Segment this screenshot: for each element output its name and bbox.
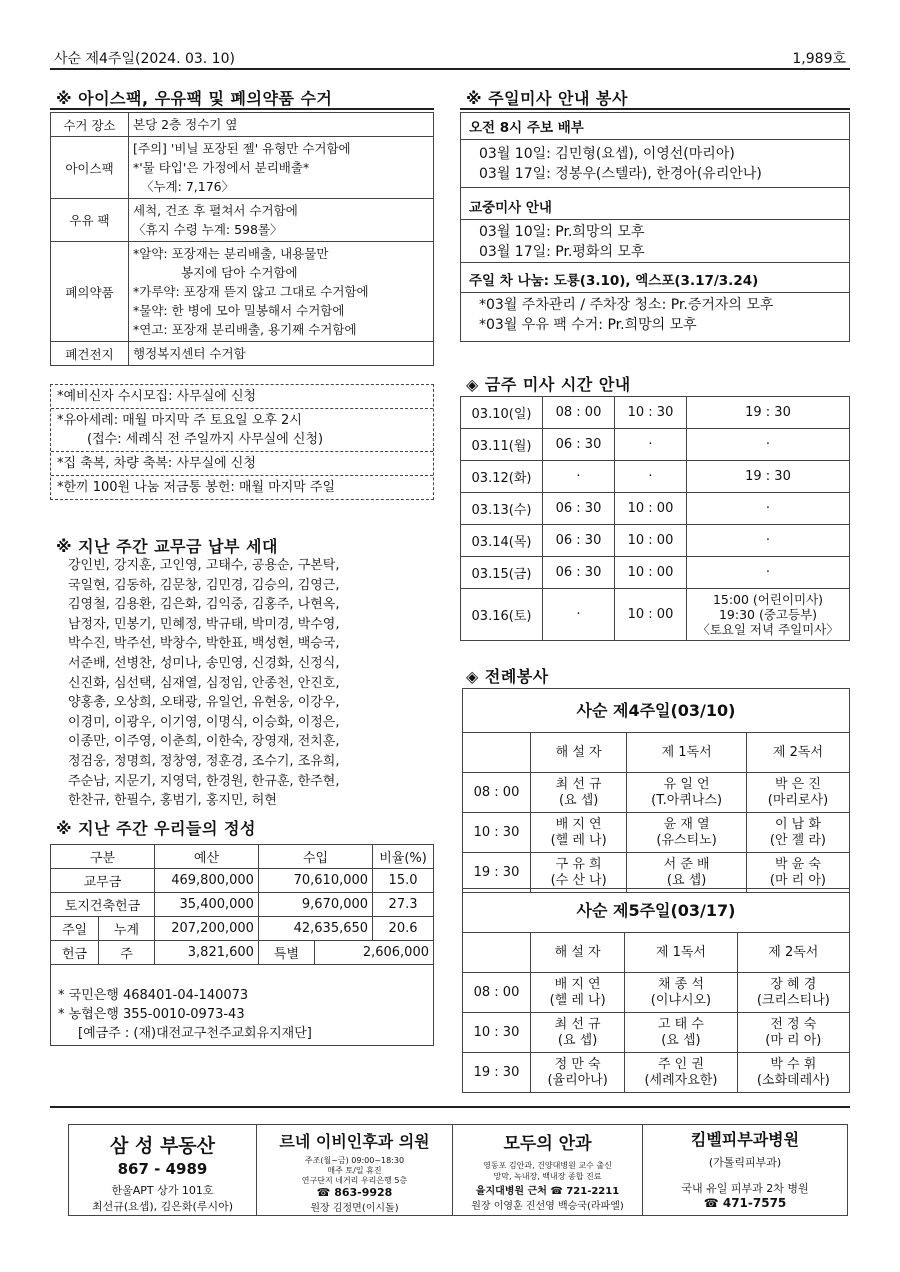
divider (50, 1106, 850, 1108)
table-row (461, 397, 850, 429)
ad-line: 한울APT 상가 101호 (111, 1184, 214, 1197)
cell: 03.13(수) (461, 493, 543, 525)
guide-line: 03월 10일: 김민형(요셉), 이영선(마리아) (479, 146, 735, 162)
notice-item: *예비신자 수시모집: 사무실에 신청 (57, 389, 257, 404)
cell: 06 : 30 (543, 557, 615, 589)
server-name: 유 일 언 (663, 776, 710, 792)
bank-info (58, 986, 312, 1043)
guide-section-title: ※ 주일미사 안내 봉사 (466, 89, 628, 108)
row-value: 본당 2층 정수기 옆 (133, 117, 238, 132)
server-name: 배 지 연 (554, 976, 601, 992)
row-key: 아이스팩 (51, 137, 129, 199)
server-name: 최 선 규 (555, 776, 602, 792)
server-name: 이 남 화 (774, 816, 821, 832)
table-row (463, 813, 850, 853)
donor-line: 이경미, 이광우, 이기영, 이명식, 이승화, 이정은, (68, 714, 340, 730)
donor-line: 국일현, 김동하, 김문창, 김민경, 김승의, 김영근, (68, 577, 340, 593)
donor-line: 이종만, 이주영, 이춘희, 이한숙, 장영재, 전치훈, (68, 734, 340, 750)
ad-phone: 867 - 4989 (117, 1160, 208, 1178)
ad-line: 원장 이영훈 진선영 백승국(라파엘) (471, 1201, 624, 1212)
table-row (51, 941, 434, 965)
mass-section-title: ◈ 금주 미사 시간 안내 (466, 375, 631, 394)
advertisement-bar (68, 1124, 848, 1216)
row-value: 세척, 건조 후 펼쳐서 수거함에 (133, 203, 298, 218)
cell: 19 : 30 (687, 397, 850, 429)
guide-box (460, 112, 850, 342)
cell: 03.12(화) (461, 461, 543, 493)
baptismal-name: (크리스티나) (756, 992, 830, 1008)
saturday-mass: 15:00 (어린이미사) (712, 592, 824, 607)
cell: · (687, 493, 850, 525)
server-name: 채 종 석 (657, 976, 704, 992)
table-row (51, 137, 434, 199)
baptismal-name: (율리아나) (547, 1072, 608, 1088)
row-value: *'물 타입'은 가정에서 분리배출* (133, 160, 310, 175)
mass-time: 10 : 30 (463, 1013, 531, 1053)
ad-name: 르네 이비인후과 의원 (279, 1132, 430, 1151)
liturgy-section-title: ◈ 전례봉사 (466, 667, 549, 686)
ad-line: 을지대병원 근처 ☎ 721-2211 (475, 1186, 620, 1197)
baptismal-name: (안 젤 라) (769, 832, 826, 848)
baptismal-name: (헬 레 나) (550, 832, 607, 848)
cell: 교무금 (51, 869, 155, 893)
table-row (463, 773, 850, 813)
row-key: 수거 장소 (51, 113, 129, 137)
notice-item: *집 축복, 차량 축복: 사무실에 신청 (51, 451, 433, 475)
saturday-note: 〈토요일 저녁 주일미사〉 (697, 622, 839, 637)
liturgy-week-title: 사순 제5주일(03/17) (463, 889, 850, 933)
row-value: 행정복지센터 수거함 (133, 346, 246, 361)
server-name: 박 은 진 (774, 776, 821, 792)
cell: 03.15(금) (461, 557, 543, 589)
baptismal-name: (유스티노) (656, 832, 717, 848)
cell: 15.0 (373, 869, 434, 893)
baptismal-name: (요 셉) (666, 872, 707, 888)
mass-time: 08 : 00 (463, 973, 531, 1013)
donor-list (68, 556, 438, 811)
notice-text: *유아세례: 매월 마지막 주 토요일 오후 2시 (57, 413, 302, 428)
cell: · (543, 589, 615, 641)
cell: 특별 (258, 941, 314, 965)
table-row (463, 889, 850, 933)
issue-date: 사순 제4주일(2024. 03. 10) (54, 51, 235, 67)
ad-eye-clinic (453, 1125, 643, 1215)
donors-section-title: ※ 지난 주간 교무금 납부 세대 (56, 537, 278, 556)
guide-heading: 주일 차 나눔: 도룡(3.10), 엑스포(3.17/3.24) (461, 263, 849, 293)
server-name: 주 인 권 (657, 1056, 704, 1072)
saturday-mass: 19:30 (중고등부) (718, 607, 818, 622)
ad-line: 매주 토/일 휴진 (327, 1166, 382, 1175)
table-row (461, 525, 850, 557)
cell: 35,400,000 (154, 893, 258, 917)
baptismal-name: (요 셉) (558, 792, 599, 808)
mass-time: 19 : 30 (463, 853, 531, 893)
table-row (51, 893, 434, 917)
page-header (50, 44, 850, 70)
col-header: 해 설 자 (531, 933, 625, 973)
donor-line: 신진화, 심선택, 심재열, 심정임, 안종천, 안진호, (68, 675, 340, 691)
cell: 27.3 (373, 893, 434, 917)
cell: 10 : 30 (615, 397, 687, 429)
cell: 06 : 30 (543, 429, 615, 461)
cell: 주 (99, 941, 155, 965)
bank-account: * 농협은행 355-0010-0973-43 (58, 1007, 245, 1022)
cell: 10 : 00 (615, 589, 687, 641)
col-header: 예산 (154, 845, 258, 869)
cell: 주일 (51, 917, 99, 941)
mass-schedule-table (460, 396, 850, 641)
col-header: 구분 (51, 845, 155, 869)
cell: 20.6 (373, 917, 434, 941)
table-row (461, 461, 850, 493)
cell: 누계 (99, 917, 155, 941)
row-value: 〈누계: 7,176〉 (141, 179, 235, 194)
account-holder: [예금주 : (재)대전교구천주교회유지재단] (78, 1026, 312, 1041)
ad-name: 모두의 안과 (503, 1134, 592, 1154)
donor-line: 박수진, 박주선, 박창수, 박한표, 백성현, 백승국, (68, 636, 340, 652)
ad-line: 주조(월~금) 09:00~18:30 (304, 1156, 405, 1165)
mass-time: 19 : 30 (463, 1053, 531, 1093)
cell: 03.11(월) (461, 429, 543, 461)
cell: 42,635,650 (258, 917, 372, 941)
baptismal-name: (마리로사) (767, 792, 829, 808)
cell: 06 : 30 (543, 525, 615, 557)
cell: 10 : 00 (615, 493, 687, 525)
table-row (51, 917, 434, 941)
cell: · (687, 525, 850, 557)
col-header: 해 설 자 (531, 733, 627, 773)
cell: 03.10(일) (461, 397, 543, 429)
col-header: 수입 (258, 845, 372, 869)
row-value: [주의] '비닐 포장된 젤' 유형만 수거함에 (133, 141, 351, 156)
cell: 토지건축헌금 (51, 893, 155, 917)
donor-line: 한찬규, 한필수, 홍범기, 홍지민, 허현 (68, 793, 277, 809)
row-value: *연고: 포장재 분리배출, 용기째 수거함에 (133, 322, 357, 337)
notice-item (51, 408, 433, 451)
donor-line: 양홍총, 오상희, 오태광, 유일언, 유현웅, 이강우, (68, 695, 340, 711)
baptismal-name: (마 리 아) (769, 872, 826, 888)
finance-table (50, 844, 434, 965)
server-name: 고 태 수 (657, 1016, 704, 1032)
cell: 헌금 (51, 941, 99, 965)
guide-heading: 교중미사 안내 (469, 200, 552, 216)
table-row (51, 845, 434, 869)
col-header: 제 2독서 (746, 733, 849, 773)
baptismal-name: (소화데레사) (756, 1072, 830, 1088)
server-name: 장 혜 경 (770, 976, 817, 992)
baptismal-name: (T.아퀴나스) (651, 792, 723, 808)
col-header: 제 1독서 (625, 933, 737, 973)
cell: 03.16(토) (461, 589, 543, 641)
donor-line: 김영철, 김용환, 김은화, 김익중, 김홍주, 나현옥, (68, 597, 340, 613)
row-value: *물약: 한 병에 모아 밀봉해서 수거함에 (133, 303, 345, 318)
server-name: 윤 재 열 (663, 816, 710, 832)
server-name: 서 준 배 (663, 856, 710, 872)
row-value: *알약: 포장재는 분리배출, 내용물만 (133, 246, 329, 261)
table-row (463, 689, 850, 733)
cell: · (543, 461, 615, 493)
baptismal-name: (요 셉) (557, 1032, 598, 1048)
issue-number: 1,989호 (792, 51, 846, 67)
ad-line: 원장 김정면(이시돌) (310, 1203, 399, 1214)
table-row (51, 199, 434, 242)
baptismal-name: (마 리 아) (765, 1032, 822, 1048)
row-key: 우유 팩 (51, 199, 129, 242)
table-row (463, 853, 850, 893)
table-row (51, 242, 434, 342)
table-row (51, 342, 434, 366)
donor-line: 남정자, 민봉기, 민혜정, 박규태, 박미경, 박수영, (68, 616, 340, 632)
cell: 19 : 30 (687, 461, 850, 493)
row-key: 폐의약품 (51, 242, 129, 342)
liturgy-table-week4 (462, 688, 850, 893)
cell: · (687, 429, 850, 461)
col-header: 제 1독서 (627, 733, 747, 773)
baptismal-name: (요 셉) (661, 1032, 701, 1048)
bank-account: * 국민은행 468401-04-140073 (58, 988, 249, 1003)
server-name: 정 만 숙 (554, 1056, 601, 1072)
notice-item: *한끼 100원 나눔 저금통 봉헌: 매월 마지막 주일 (51, 475, 433, 499)
ad-name: 킴벨피부과병원 (690, 1130, 800, 1149)
server-name: 배 지 연 (555, 816, 602, 832)
guide-line: 03월 17일: Pr.평화의 모후 (479, 244, 645, 260)
cell: 10 : 00 (615, 557, 687, 589)
table-row (461, 589, 850, 641)
baptismal-name: (수 산 나) (550, 872, 607, 888)
col-header: 비율(%) (373, 845, 434, 869)
donor-line: 정검웅, 정명희, 정창영, 정훈경, 조수기, 조유희, (68, 753, 340, 769)
table-row (461, 557, 850, 589)
col-header: 제 2독서 (737, 933, 849, 973)
mass-time: 08 : 00 (463, 773, 531, 813)
ad-line: (가톨릭피부과) (708, 1156, 782, 1169)
ad-line: 최선규(요셉), 김은화(루시아) (91, 1200, 234, 1213)
cell: · (615, 429, 687, 461)
ad-line: 국내 유일 피부과 2차 병원 (681, 1182, 809, 1195)
cell: · (615, 461, 687, 493)
cell: 08 : 00 (543, 397, 615, 429)
server-name: 전 정 숙 (770, 1016, 817, 1032)
table-row (463, 1013, 850, 1053)
finance-section-title: ※ 지난 주간 우리들의 정성 (56, 819, 256, 838)
cell: 207,200,000 (154, 917, 258, 941)
donor-line: 강인빈, 강지훈, 고인영, 고태수, 공용순, 구본탁, (68, 558, 340, 573)
cell: 10 : 00 (615, 525, 687, 557)
ad-phone: ☎ 471-7575 (703, 1196, 787, 1210)
baptismal-name: (이냐시오) (650, 992, 712, 1008)
ad-ent-clinic (257, 1125, 453, 1215)
server-name: 최 선 규 (554, 1016, 601, 1032)
row-value: 〈휴지 수령 누계: 598롤〉 (133, 222, 283, 237)
cell: 06 : 30 (543, 493, 615, 525)
server-name: 박 윤 숙 (774, 856, 821, 872)
divider (460, 108, 850, 110)
mass-time: 10 : 30 (463, 813, 531, 853)
cell: 469,800,000 (154, 869, 258, 893)
server-name: 박 수 휘 (770, 1056, 817, 1072)
guide-line: 03월 10일: Pr.희망의 모후 (479, 224, 645, 240)
baptismal-name: (세례자요한) (644, 1072, 718, 1088)
ice-section-title: ※ 아이스팩, 우유팩 및 폐의약품 수거 (56, 89, 333, 108)
ad-name: 삼 성 부동산 (110, 1135, 215, 1157)
baptismal-name: (헬 레 나) (549, 992, 606, 1008)
guide-heading: 오전 8시 주보 배부 (461, 113, 849, 140)
guide-line: *03월 주차관리 / 주차장 청소: Pr.증거자의 모후 (479, 297, 774, 313)
divider (50, 108, 434, 110)
table-row (463, 733, 850, 773)
donor-line: 주순남, 지문기, 지영덕, 한경원, 한규훈, 한주현, (68, 773, 340, 789)
cell: 9,670,000 (258, 893, 372, 917)
notice-box (50, 384, 434, 500)
cell: 70,610,000 (258, 869, 372, 893)
collection-table (50, 112, 434, 366)
guide-line: 03월 17일: 정봉우(스텔라), 한경아(유리안나) (479, 166, 762, 182)
cell: 3,821,600 (154, 941, 258, 965)
table-row (461, 429, 850, 461)
server-name: 구 유 희 (555, 856, 602, 872)
liturgy-week-title: 사순 제4주일(03/10) (463, 689, 850, 733)
ad-dermatology (643, 1125, 847, 1215)
row-value: 봉지에 담아 수거함에 (181, 265, 298, 280)
cell: 2,606,000 (314, 941, 433, 965)
table-row (463, 1053, 850, 1093)
cell: 03.14(목) (461, 525, 543, 557)
ad-phone: ☎ 863-9928 (316, 1186, 393, 1199)
table-row (463, 933, 850, 973)
guide-line: *03월 우유 팩 수거: Pr.희망의 모후 (479, 317, 697, 333)
donor-line: 서준배, 선병찬, 성미나, 송민영, 신경화, 신정식, (68, 655, 340, 671)
row-key: 폐건전지 (51, 342, 129, 366)
table-row (463, 973, 850, 1013)
table-row (51, 869, 434, 893)
ad-real-estate (69, 1125, 257, 1215)
table-row (51, 113, 434, 137)
cell: · (687, 557, 850, 589)
ad-line: 영동포 김안과, 건양대병원 교수 출신 (483, 1161, 612, 1170)
table-row (461, 493, 850, 525)
notice-text: (접수: 세례식 전 주일까지 사무실에 신청) (87, 432, 324, 447)
ad-line: 망막, 녹내장, 백내장 종합 진료 (493, 1172, 602, 1181)
row-value: *가루약: 포장재 뜯지 않고 그대로 수거함에 (133, 284, 369, 299)
ad-line: 연구단지 네거리 우리은행 5층 (301, 1176, 408, 1185)
liturgy-table-week5 (462, 888, 850, 1093)
